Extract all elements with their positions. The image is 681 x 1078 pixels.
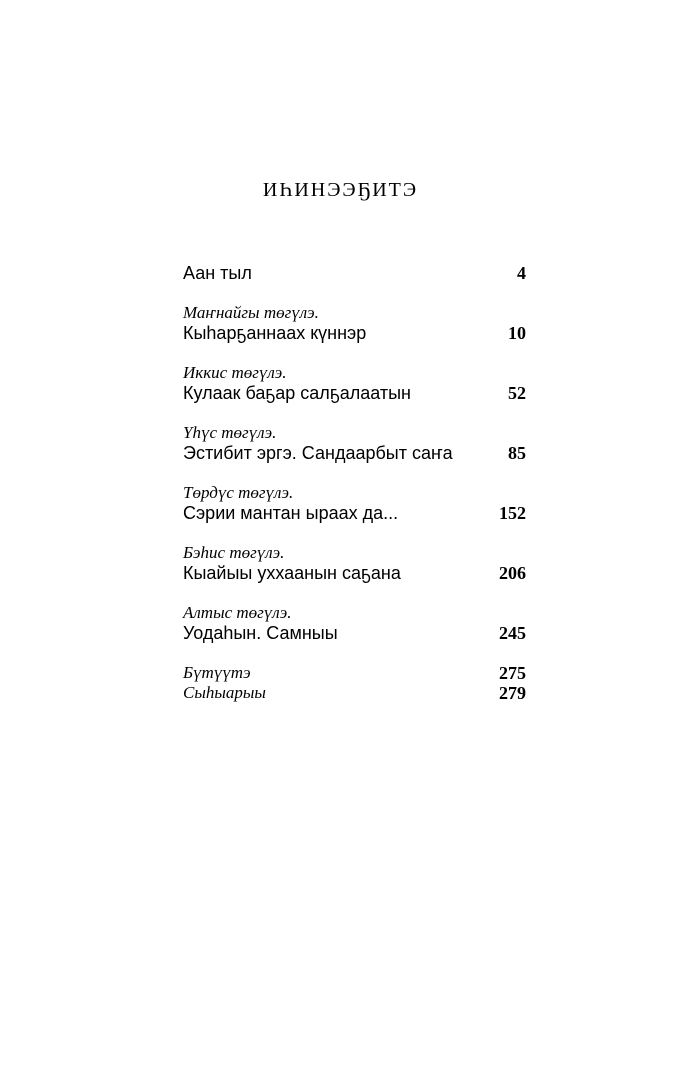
- toc-page-number: 279: [499, 683, 526, 703]
- toc-part-label: Маҥнайгы төгүлэ.: [183, 303, 319, 322]
- toc-part-label: Алтыс төгүлэ.: [183, 603, 292, 622]
- toc-entry-title[interactable]: Сэрии мантан ыраах да...: [183, 503, 399, 523]
- toc-entry-title[interactable]: Уодаһын. Самныы: [183, 623, 338, 643]
- toc-page-number: 275: [499, 663, 526, 683]
- toc-page-number: 206: [499, 563, 526, 583]
- toc-page-number: 10: [508, 323, 526, 343]
- toc-part-label: Төрдүс төгүлэ.: [183, 483, 294, 502]
- toc-page-number: 52: [508, 383, 526, 403]
- toc-part-label: Үһүс төгүлэ.: [183, 423, 277, 442]
- toc-part-label: Иккис төгүлэ.: [183, 363, 287, 382]
- toc-entry-title[interactable]: Кыайыы уххаанын саҕана: [183, 563, 401, 583]
- toc-page-number: 4: [517, 263, 526, 283]
- toc-entry-title[interactable]: Кулаак баҕар салҕалаатын: [183, 383, 411, 403]
- toc-entry-title[interactable]: Кыһарҕаннаах күннэр: [183, 323, 367, 343]
- toc-page-number: 85: [508, 443, 526, 463]
- toc-part-label: Бэһис төгүлэ.: [183, 543, 285, 562]
- toc-entry-title[interactable]: Сыһыарыы: [183, 683, 266, 702]
- toc-page-number: 245: [499, 623, 526, 643]
- toc-entry-title[interactable]: Эстибит эргэ. Сандаарбыт саҥа: [183, 443, 453, 463]
- contents-heading: ИҺИНЭЭҔИТЭ: [262, 179, 419, 201]
- toc-entry-title[interactable]: Аан тыл: [183, 263, 252, 283]
- toc-page-number: 152: [499, 503, 526, 523]
- toc-entry-title[interactable]: Бүтүүтэ: [183, 663, 251, 682]
